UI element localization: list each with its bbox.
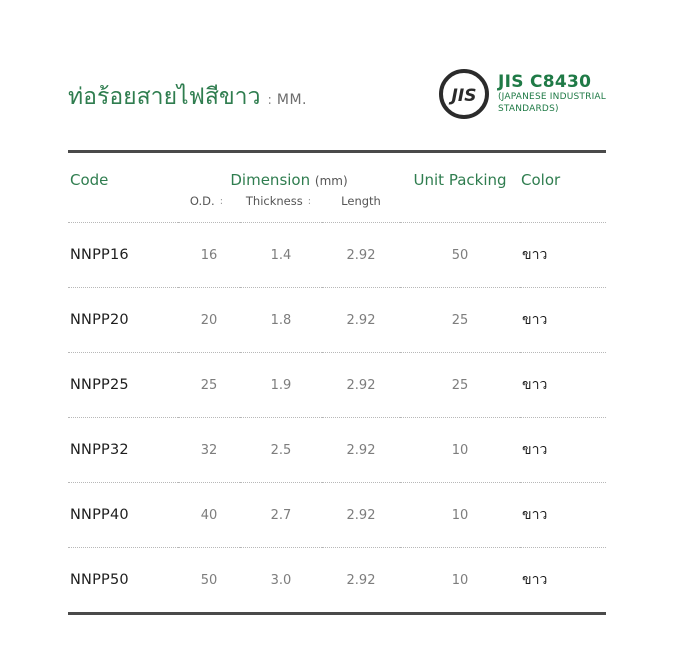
cell-thickness: 2.5 [240,418,322,483]
cell-thickness: 1.4 [240,223,322,288]
cell-color: ขาว [520,353,606,418]
subheader-length [322,189,400,223]
table-row [68,483,606,548]
table-header-row [68,153,606,189]
cell-color: ขาว [522,572,548,588]
table-row [68,418,606,483]
subheader-thickness [240,189,322,223]
header-unit-packing: Unit Packing [413,171,507,189]
jis-code-label: JIS C8430 [497,71,592,92]
table-row [68,548,606,613]
subheader-color-spacer [520,189,606,223]
cell-od: 32 [178,418,240,483]
cell-od: 16 [178,223,240,288]
table-body [68,223,606,613]
cell-unit-packing: 50 [400,223,520,288]
table-bottom-rule [68,612,606,615]
cell-code: NNPP20 [68,288,178,353]
cell-length: 2.92 [322,353,400,418]
page-title [68,79,307,115]
header-dimension-label: Dimension [230,171,311,189]
header-code: Code [70,171,109,189]
cell-length: 2.92 [322,223,400,288]
table-row [68,223,606,288]
title-unit-label: MM. [276,92,307,108]
jis-logo-text [497,71,606,115]
page-title-thai: ท่อร้อยสายไฟสีขาว [68,84,261,110]
cell-thickness: 1.8 [240,288,322,353]
cell-unit-packing: 10 [400,483,520,548]
header-dimension [178,153,400,189]
subheader-unit-spacer [400,189,520,223]
cell-color: ขาว [520,483,606,548]
cell-od: 40 [178,483,240,548]
jis-sub-line-2: STANDARDS) [497,103,559,114]
title-separator: : [267,93,272,108]
cell-od: 20 [178,288,240,353]
subheader-sep-1: : [219,196,224,207]
svg-text:JIS: JIS [451,86,477,106]
cell-thickness: 1.9 [240,353,322,418]
specification-table [68,153,606,612]
subheader-thickness-label: Thickness [245,194,303,208]
cell-thickness: 2.7 [240,483,322,548]
cell-length: 2.92 [346,572,376,588]
page-header [68,0,606,148]
cell-length: 2.92 [322,483,400,548]
subheader-od [178,189,240,223]
header-dimension-unit: (mm) [314,174,348,188]
jis-mark-icon [439,69,489,119]
cell-od: 25 [178,353,240,418]
cell-unit-packing: 25 [400,288,520,353]
cell-unit-packing: 25 [400,353,520,418]
subheader-code-spacer [68,189,178,223]
table-subheader-row [68,189,606,223]
cell-color: ขาว [520,223,606,288]
jis-logo [439,69,606,119]
cell-code: NNPP32 [68,418,178,483]
cell-unit-packing: 10 [400,418,520,483]
cell-thickness: 3.0 [270,572,292,588]
cell-unit-packing: 10 [451,572,469,588]
cell-code: NNPP25 [68,353,178,418]
cell-color: ขาว [520,418,606,483]
cell-code: NNPP50 [70,572,129,588]
subheader-sep-2: : [307,196,312,207]
jis-sub-line-1: (JAPANESE INDUSTRIAL [497,92,606,103]
subheader-length-label: Length [341,194,381,208]
cell-color: ขาว [520,288,606,353]
cell-code: NNPP40 [68,483,178,548]
cell-length: 2.92 [322,288,400,353]
header-color: Color [521,171,561,189]
table-row [68,353,606,418]
subheader-od-label: O.D. [189,194,215,208]
cell-od: 50 [200,572,218,588]
cell-code: NNPP16 [68,223,178,288]
table-row [68,288,606,353]
cell-length: 2.92 [322,418,400,483]
